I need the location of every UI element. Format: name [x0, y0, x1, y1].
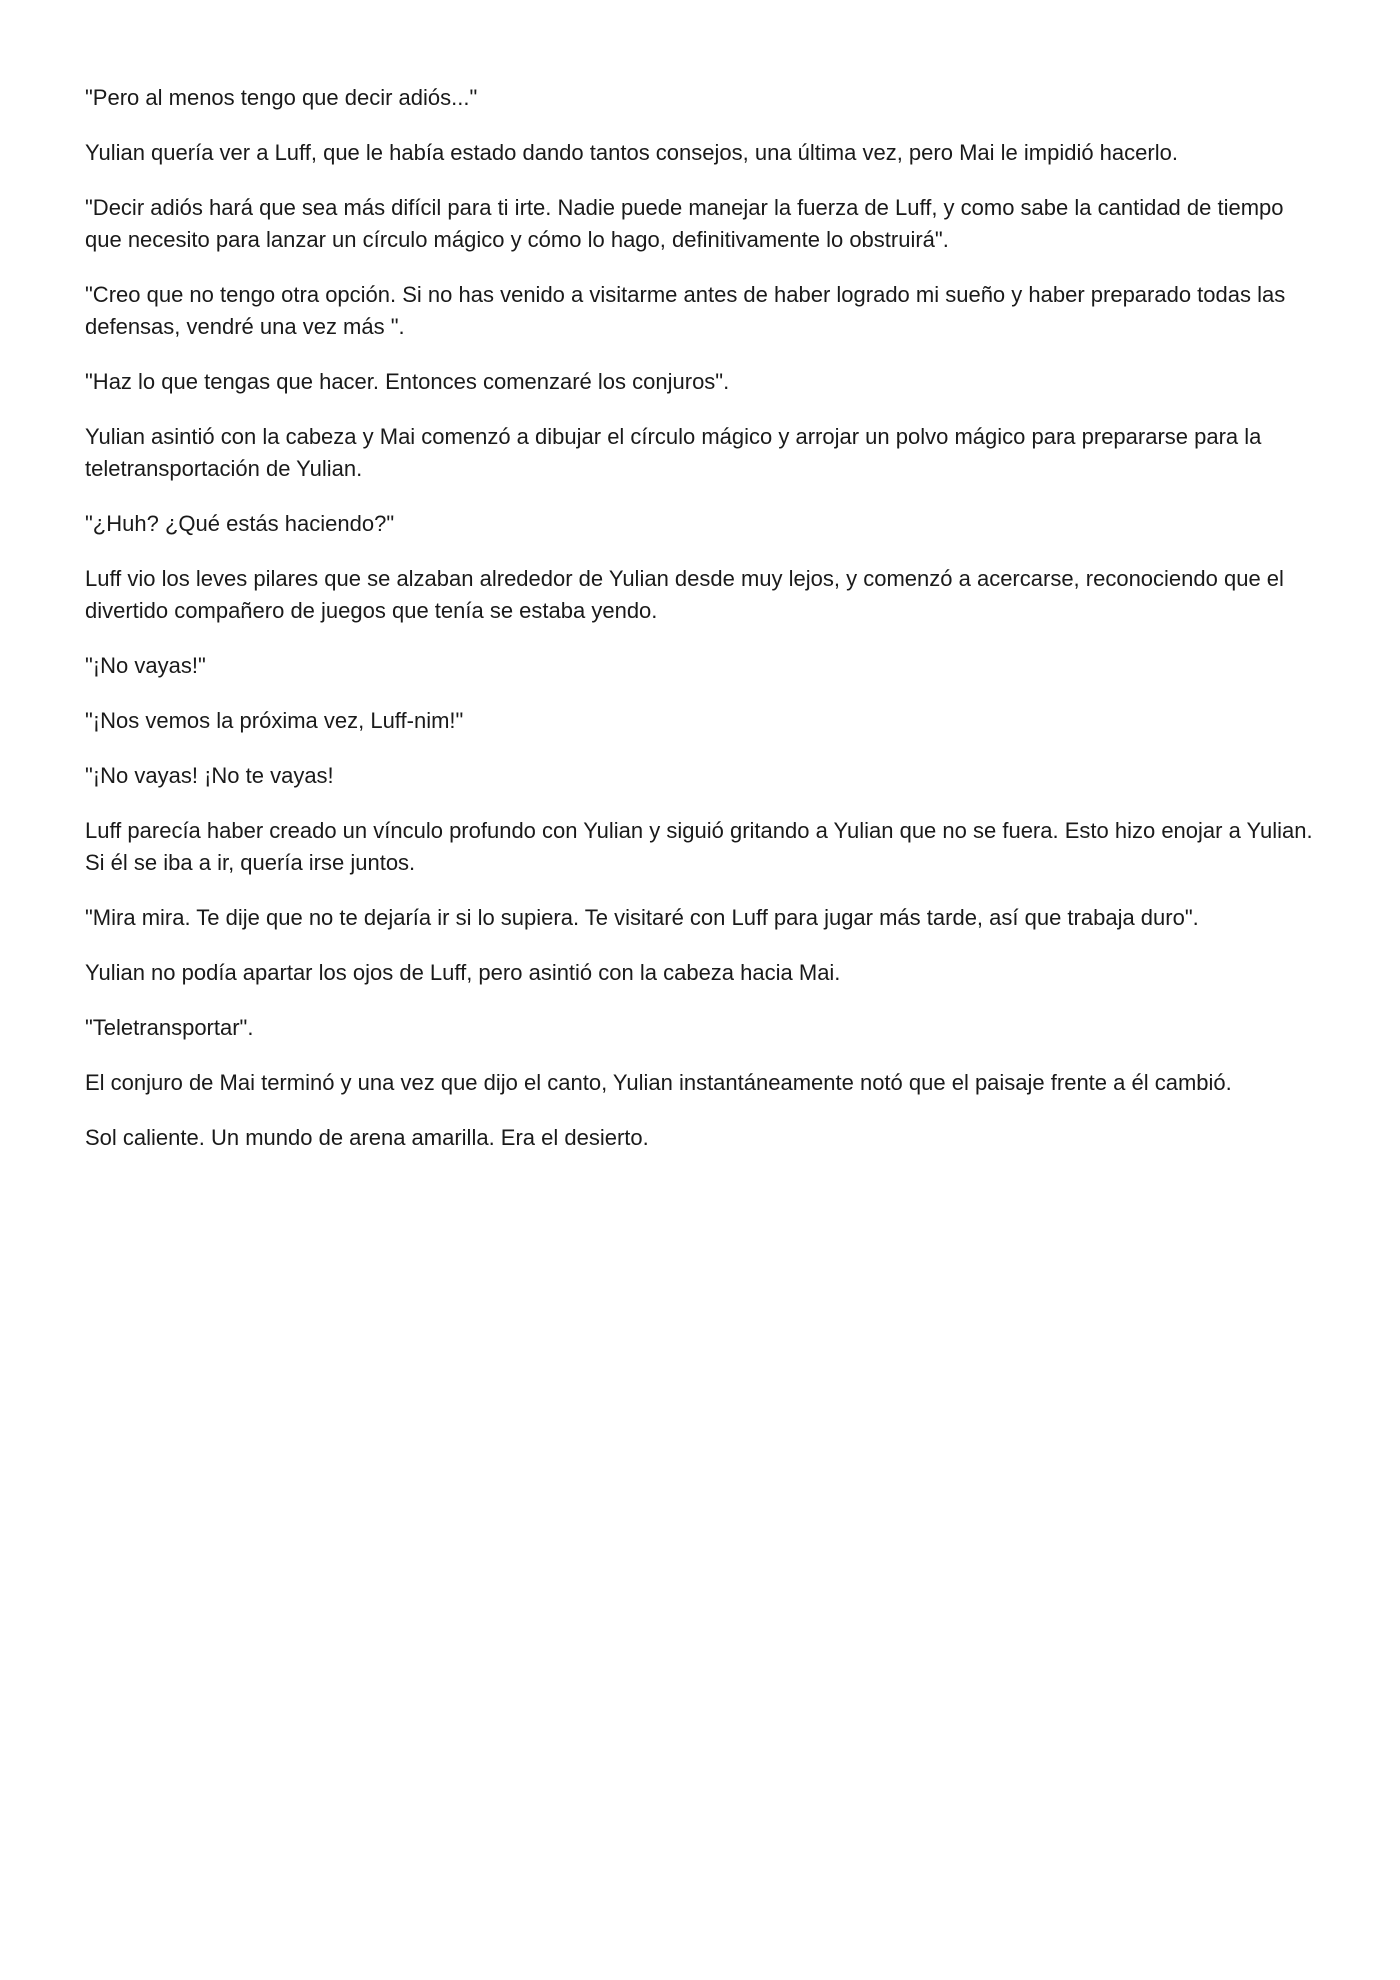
paragraph-11: "¡No vayas! ¡No te vayas! [85, 763, 334, 788]
paragraph-15: "Teletransportar". [85, 1015, 254, 1040]
paragraph-13: "Mira mira. Te dije que no te dejaría ir si lo supiera. Te visitaré con Luff para jugar más tarde, así que trabaja duro". [85, 905, 1199, 930]
paragraph-12: Luff parecía haber creado un vínculo profundo con Yulian y siguió gritando a Yulian que no se fuera. Esto hizo enojar a Yulian. Si él se iba a ir, quería irse juntos. [85, 818, 1313, 875]
paragraph-6: Yulian asintió con la cabeza y Mai comenzó a dibujar el círculo mágico y arrojar un polvo mágico para prepararse para la teletransportación de Yulian. [85, 424, 1262, 481]
paragraph-8: Luff vio los leves pilares que se alzaban alrededor de Yulian desde muy lejos, y comenzó a acercarse, reconociendo que el divertido compañero de juegos que tenía se estaba yendo. [85, 566, 1284, 623]
paragraph-5: "Haz lo que tengas que hacer. Entonces comenzaré los conjuros". [85, 369, 730, 394]
paragraph-2: Yulian quería ver a Luff, que le había estado dando tantos consejos, una última vez, pero Mai le impidió hacerlo. [85, 140, 1178, 165]
document-body [85, 82, 1320, 1154]
paragraph-3: "Decir adiós hará que sea más difícil para ti irte. Nadie puede manejar la fuerza de Luff, y como sabe la cantidad de tiempo que necesito para lanzar un círculo mágico y cómo lo hago, definitivamente lo obstruirá". [85, 195, 1284, 252]
paragraph-1: "Pero al menos tengo que decir adiós..." [85, 85, 478, 110]
paragraph-7: "¿Huh? ¿Qué estás haciendo?" [85, 511, 395, 536]
paragraph-9: "¡No vayas!" [85, 653, 206, 678]
paragraph-4: "Creo que no tengo otra opción. Si no has venido a visitarme antes de haber logrado mi sueño y haber preparado todas las defensas, vendré una vez más ". [85, 282, 1286, 339]
paragraph-17: Sol caliente. Un mundo de arena amarilla. Era el desierto. [85, 1125, 649, 1150]
paragraph-10: "¡Nos vemos la próxima vez, Luff-nim!" [85, 708, 464, 733]
paragraph-16: El conjuro de Mai terminó y una vez que dijo el canto, Yulian instantáneamente notó que el paisaje frente a él cambió. [85, 1070, 1232, 1095]
paragraph-14: Yulian no podía apartar los ojos de Luff, pero asintió con la cabeza hacia Mai. [85, 960, 841, 985]
